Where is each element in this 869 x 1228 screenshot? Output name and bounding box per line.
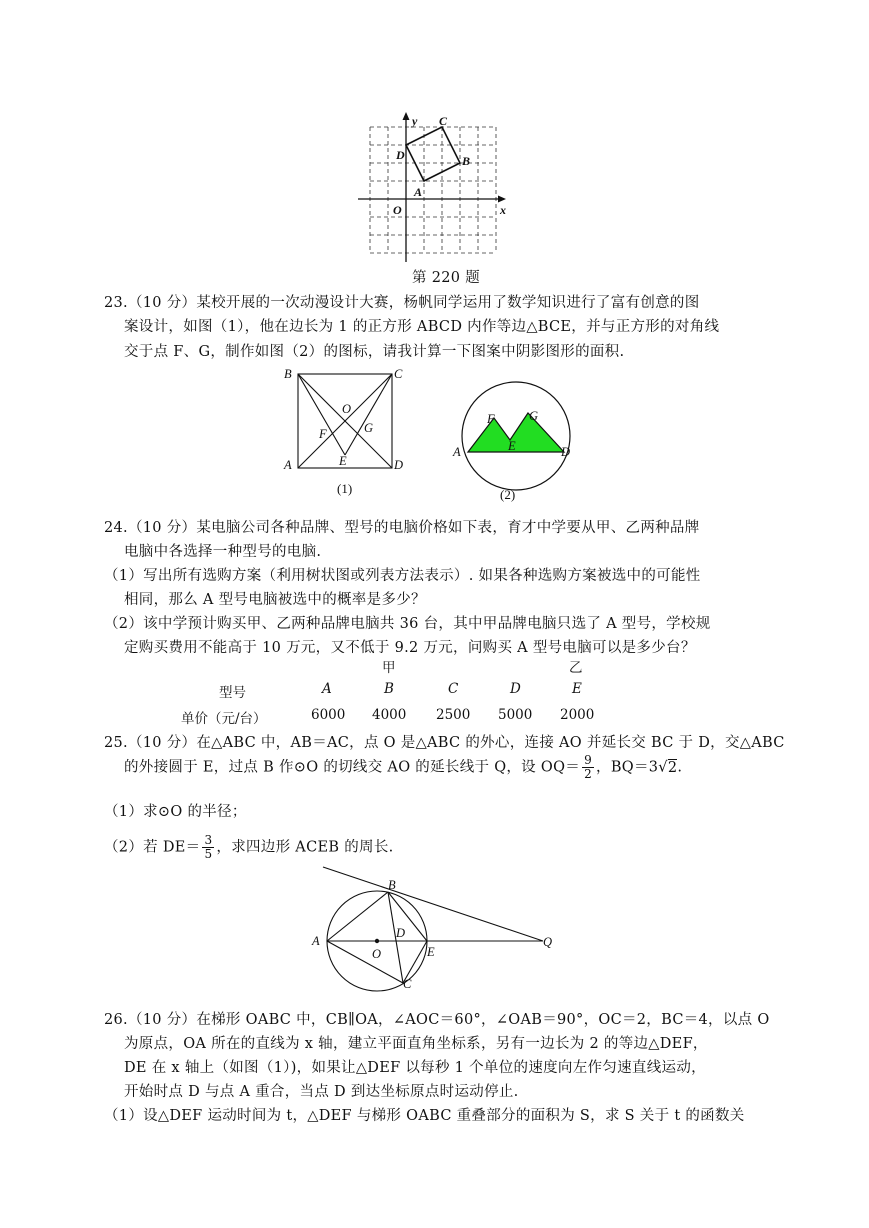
fig2-label-e: E [508,439,516,453]
fig25-label-c: C [403,977,412,991]
label-a: A [414,185,423,199]
price-d: 5000 [498,707,533,723]
q23-line-2: 案设计，如图（1），他在边长为 1 的正方形 ABCD 内作等边△BCE，并与正方形的对角线 [124,319,720,335]
fig2-caption: (2) [500,487,516,502]
q25-line-2 [124,754,682,781]
q25-line-4 [104,834,394,861]
label-b: B [462,154,471,168]
q23-figure-2 [450,380,580,505]
q25-line-4-b: ，求四边形 ACEB 的周长. [216,839,394,856]
fig2-label-g: G [529,409,539,423]
q24-line-3: （1）写出所有选购方案（利用树状图或列表方法表示）. 如果各种选购方案被选中的可能性 [104,568,701,584]
q24-line-6: 定购买费用不能高于 10 万元，又不低于 9.2 万元，问购买 A 型号电脑可以是多少台？ [124,640,696,656]
fig25-label-o: O [372,947,382,961]
price-e: 2000 [560,707,595,723]
row-label-model: 型号 [219,685,246,701]
label-d: D [396,148,405,162]
q25-figure [305,862,565,992]
q25-line-4-a: （2）若 DE＝ [104,839,201,856]
q25-line-2-b: ，BQ＝3 [596,759,659,776]
fig1-label-b: B [284,367,292,381]
q25-line-2-c: . [677,759,683,776]
quadrilateral-abcd [406,127,460,181]
oq-numerator: 9 [584,753,593,767]
fig25-label-b: B [388,878,396,892]
fig1-label-g: G [364,421,374,435]
label-c: C [439,114,448,128]
model-b: B [384,681,394,697]
shaded-area [468,413,564,452]
fig25-label-e: E [427,945,435,959]
fig1-label-e: E [339,454,347,468]
price-c: 2500 [436,707,471,723]
figure-220-caption: 第 220 题 [412,270,480,286]
label-y: y [412,114,418,128]
model-d: D [510,681,521,697]
brand-jia: 甲 [382,660,396,676]
fig1-caption: (1) [337,481,353,496]
q25-line-2-a: 的外接圆于 E，过点 B 作⊙O 的切线交 AO 的延长线于 Q，设 OQ＝ [124,759,581,776]
q26-line-3: DE 在 x 轴上（如图（1）)，如果让△DEF 以每秒 1 个单位的速度向左作匀速直线运动， [124,1060,706,1076]
model-a: A [322,681,332,697]
fig2-label-a: A [453,445,461,459]
q26-line-5: （1）设△DEF 运动时间为 t，△DEF 与梯形 OABC 重叠部分的面积为 S，求 S 关于 t 的函数关 [104,1108,745,1124]
model-c: C [448,681,459,697]
row-label-price: 单价（元/台） [181,711,267,727]
fig1-label-f: F [319,427,327,441]
oq-denominator: 2 [584,767,593,781]
q26-line-2: 为原点，OA 所在的直线为 x 轴，建立平面直角坐标系，另有一边长为 2 的等边△DEF， [124,1036,708,1052]
fig25-label-a: A [312,934,320,948]
de-fraction [202,834,214,861]
q23-line-1: 23.（10 分）某校开展的一次动漫设计大赛，杨帆同学运用了数学知识进行了富有创意的图 [104,295,700,311]
fig2-label-f: F [487,412,495,426]
q24-line-1: 24.（10 分）某电脑公司各种品牌、型号的电脑价格如下表，育才中学要从甲、乙两种品牌 [104,520,700,536]
q24-line-2: 电脑中各选择一种型号的电脑. [124,544,322,560]
q26-line-1: 26.（10 分）在梯形 OABC 中，CB∥OA，∠AOC＝60°，∠OAB＝90°，OC＝2，BC＝4，以点 O [104,1012,770,1028]
oq-fraction [582,754,594,781]
fig1-label-d: D [394,458,404,472]
q25-line-3: （1）求⊙O 的半径； [104,804,247,820]
de-denominator: 5 [204,847,213,861]
fig2-label-d: D [561,445,571,459]
label-x: x [500,203,506,217]
q26-line-4: 开始时点 D 与点 A 重合，当点 D 到达坐标原点时运动停止. [124,1084,519,1100]
fig1-label-c: C [394,367,403,381]
label-o: O [393,203,402,217]
q23-line-3: 交于点 F、G，制作如图（2）的图标，请我计算一下图案中阴影图形的面积. [124,344,625,360]
fig1-label-o: O [342,402,352,416]
de-numerator: 3 [204,833,213,847]
fig25-label-d: D [396,926,406,940]
fig25-label-q: Q [543,935,553,949]
sqrt-symbol: √ [658,759,668,776]
brand-yi: 乙 [569,660,583,676]
model-e: E [572,681,582,697]
q24-line-5: （2）该中学预计购买甲、乙两种品牌电脑共 36 台，其中甲品牌电脑只选了 A 型号，学校规 [104,616,711,632]
bq-radicand: 2 [667,759,678,776]
q25-line-1: 25.（10 分）在△ABC 中，AB＝AC，点 O 是△ABC 的外心，连接 AO 并延长交 BC 于 D，交△ABC [104,735,785,751]
q24-line-4: 相同，那么 A 型号电脑被选中的概率是多少？ [124,592,426,608]
figure-220-grid [355,112,515,267]
price-a: 6000 [311,707,346,723]
q23-figure-1 [280,362,410,502]
fig1-label-a: A [284,458,292,472]
price-b: 4000 [372,707,407,723]
